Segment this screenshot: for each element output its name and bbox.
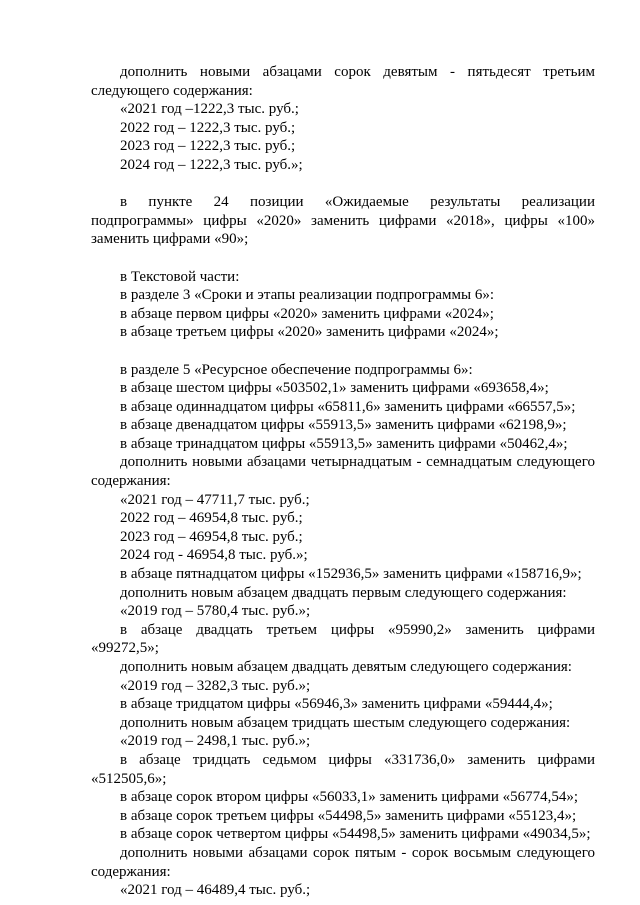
text-line: «2019 год – 5780,4 тыс. руб.»; (120, 603, 311, 620)
text-line: в абзаце тринадцатом цифры «55913,5» заменить цифрами «50462,4»; (120, 435, 568, 452)
text-line: дополнить новым абзацем двадцать первым следующего содержания: (120, 584, 567, 601)
text-line: «2021 год – 46489,4 тыс. руб.; (120, 882, 311, 899)
paragraph-spacer (91, 249, 595, 268)
text-line: «2021 год – 47711,7 тыс. руб.; (120, 491, 310, 508)
text-line: в абзаце сорок четвертом цифры «54498,5» заменить цифрами «49034,5»; (120, 826, 591, 843)
text-line: «2019 год – 3282,3 тыс. руб.»; (120, 677, 311, 694)
text-line: 2022 год – 46954,8 тыс. руб.; (120, 510, 303, 527)
text-line: в абзаце тридцатом цифры «56946,3» заменить цифрами «59444,4»; (120, 696, 553, 713)
paragraph: дополнить новыми абзацами четырнадцатым - семнадцатым следующего содержания: (91, 454, 595, 490)
text-line: в абзаце пятнадцатом цифры «152936,5» заменить цифрами «158716,9»; (120, 566, 582, 583)
text-line: 2023 год – 1222,3 тыс. руб.; (120, 138, 296, 155)
text-line: в абзаце первом цифры «2020» заменить цифрами «2024»; (120, 305, 494, 322)
text-line: в абзаце сорок третьем цифры «54498,5» заменить цифрами «55123,4»; (120, 807, 577, 824)
text-line: в абзаце двенадцатом цифры «55913,5» заменить цифрами «62198,9»; (120, 417, 567, 434)
text-line: «2019 год – 2498,1 тыс. руб.»; (120, 733, 311, 750)
text-line: дополнить новым абзацем тридцать шестым следующего содержания: (120, 714, 571, 731)
text-line: в абзаце сорок втором цифры «56033,1» заменить цифрами «56774,54»; (120, 789, 579, 806)
text-line: 2022 год – 1222,3 тыс. руб.; (120, 119, 296, 136)
paragraph: в абзаце тридцать седьмом цифры «331736,0» заменить цифрами «512505,6»; (91, 751, 595, 787)
text-line: 2024 год – 1222,3 тыс. руб.»; (120, 156, 303, 173)
paragraph: в пункте 24 позиции «Ожидаемые результаты реализации подпрограммы» цифры «2020» заменить цифрами «2018», цифры «100» заменить цифрами «90»; (91, 194, 595, 248)
paragraph: в абзаце двадцать третьем цифры «95990,2» заменить цифрами «99272,5»; (91, 621, 595, 657)
text-line: 2024 год - 46954,8 тыс. руб.»; (120, 547, 308, 564)
text-line: «2021 год –1222,3 тыс. руб.; (120, 101, 299, 118)
text-line: в абзаце одиннадцатом цифры «65811,6» заменить цифрами «66557,5»; (120, 398, 576, 415)
paragraph: дополнить новыми абзацами сорок пятым - сорок восьмым следующего содержания: (91, 844, 595, 880)
document-body (91, 63, 595, 900)
text-line: в разделе 3 «Сроки и этапы реализации подпрограммы 6»: (120, 287, 495, 304)
text-line: в Текстовой части: (120, 268, 240, 285)
text-line: дополнить новым абзацем двадцать девятым следующего содержания: (120, 659, 572, 675)
paragraph-spacer (91, 342, 595, 361)
paragraph: дополнить новыми абзацами сорок девятым - пятьдесят третьим следующего содержания: (91, 64, 595, 99)
text-line: 2023 год – 46954,8 тыс. руб.; (120, 528, 303, 545)
text-line: в абзаце шестом цифры «503502,1» заменить цифрами «693658,4»; (120, 380, 549, 397)
text-line: в разделе 5 «Ресурсное обеспечение подпрограммы 6»: (120, 361, 473, 378)
paragraph-spacer (91, 175, 595, 194)
text-line: в абзаце третьем цифры «2020» заменить цифрами «2024»; (120, 324, 499, 341)
